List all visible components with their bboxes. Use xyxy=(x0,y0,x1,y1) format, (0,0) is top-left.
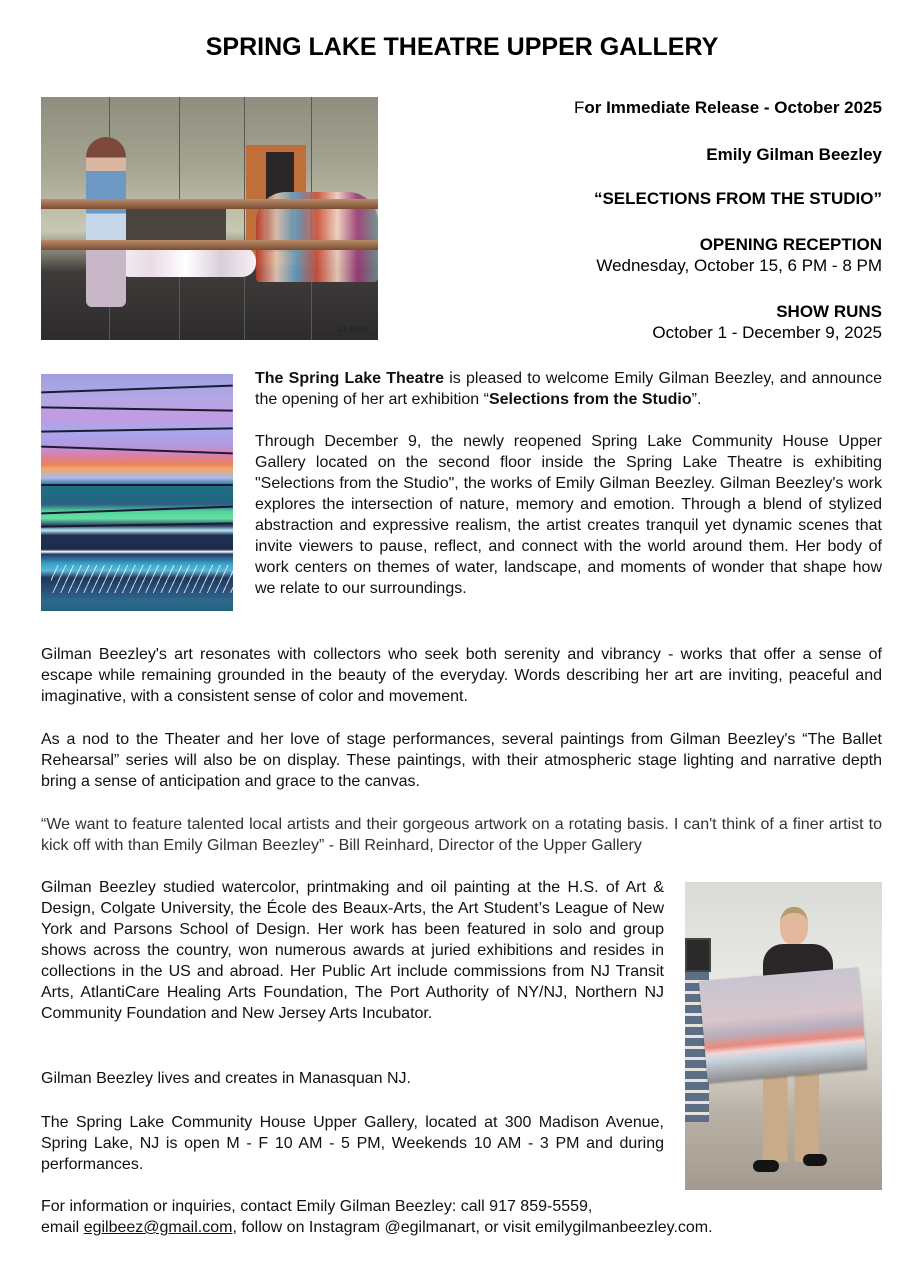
photo-artist-legs xyxy=(763,1074,819,1162)
page-title: SPRING LAKE THEATRE UPPER GALLERY xyxy=(205,33,719,61)
seascape-painting xyxy=(41,374,233,611)
residence-paragraph: Gilman Beezley lives and creates in Manasquan NJ. xyxy=(41,1070,411,1087)
painted-sea-line xyxy=(41,506,233,515)
release-prefix: F xyxy=(573,98,585,117)
intro-text-2: ”. xyxy=(691,391,702,408)
painted-ballerina xyxy=(86,137,126,307)
reception-label: OPENING RECEPTION xyxy=(699,235,882,254)
education-paragraph: Gilman Beezley studied watercolor, printmaking and oil painting at the H.S. of Art & Design, Colgate University, the École des Beaux-Arts, the Art Student’s League of New York and Parsons School of Design. Her work has been featured in solo and group shows across the country, won numerous awards at juried exhibitions and resides in collections in the US and abroad. Her Public Art include commissions from NJ Transit Arts, AtlantiCare Healing Arts Foundation, The Port Authority of NY/NJ, Northern NJ Community Foundation and New Jersey Arts Incubator. xyxy=(41,879,664,1022)
photo-artist-head xyxy=(780,907,808,945)
ballet-rehearsal-painting xyxy=(41,97,378,340)
photo-wall-frame xyxy=(685,938,711,972)
painted-cloud-line xyxy=(41,385,233,394)
reception-value: Wednesday, October 15, 6 PM - 8 PM xyxy=(596,256,882,275)
intro-bold-lead: The Spring Lake Theatre xyxy=(255,370,445,387)
mirror-seam xyxy=(244,97,245,340)
painted-cloud-line xyxy=(41,406,233,411)
release-text: or Immediate Release - October 2025 xyxy=(584,98,882,117)
intro-bold-title: Selections from the Studio xyxy=(488,391,692,408)
show-runs-label: SHOW RUNS xyxy=(776,302,882,321)
painting-signature: GILMAN xyxy=(337,325,368,334)
exhibition-title: “SELECTIONS FROM THE STUDIO” xyxy=(593,189,882,208)
contact-paragraph xyxy=(41,1196,882,1238)
through-paragraph: Through December 9, the newly reopened Spring Lake Community House Upper Gallery located on the second floor inside the Spring Lake Theatre is exhibiting "Selections from the Studio", the works of Emily Gilman Beezley. Gilman Beezley's work explores the intersection of nature, memory and emotion. Through a blend of stylized abstraction and expressive realism, the artist creates tranquil yet dynamic scenes that invite viewers to pause, reflect, and connect with the world around them. Her body of work centers on themes of water, landscape, and moments of wonder that shape how we relate to our surroundings. xyxy=(255,433,882,597)
artist-photo xyxy=(685,882,882,1190)
painted-sea-line xyxy=(41,522,233,527)
painted-cloud-line xyxy=(41,446,233,455)
photo-held-seascape-canvas xyxy=(699,967,867,1083)
ballet-series-paragraph: As a nod to the Theater and her love of stage performances, several paintings from Gilman Beezley's “The Ballet Rehearsal” series will also be on display. These paintings, with their atmospheric stage lighting and narrative depth bring a sense of anticipation and grace to the canvas. xyxy=(41,731,882,790)
location-paragraph: The Spring Lake Community House Upper Gallery, located at 300 Madison Avenue, Spring Lake, NJ is open M - F 10 AM - 5 PM, Weekends 10 AM - 3 PM and during performances. xyxy=(41,1114,664,1173)
photo-sandal xyxy=(753,1160,779,1172)
director-quote: “We want to feature talented local artists and their gorgeous artwork on a rotating basis. I can't think of a finer artist to kick off with than Emily Gilman Beezley” - Bill Reinhard, Director of the Upper Gallery xyxy=(41,816,882,854)
ballet-barre xyxy=(41,199,378,209)
artist-name: Emily Gilman Beezley xyxy=(706,145,882,164)
show-runs-value: October 1 - December 9, 2025 xyxy=(652,323,882,342)
email-link[interactable]: egilbeez@gmail.com xyxy=(83,1219,233,1236)
release-line xyxy=(574,98,882,118)
intro-paragraph xyxy=(255,368,882,410)
ballet-barre xyxy=(41,240,378,250)
photo-sandal xyxy=(803,1154,827,1166)
contact-line-1: For information or inquiries, contact Emily Gilman Beezley: call 917 859-5559, xyxy=(41,1198,593,1215)
resonates-paragraph: Gilman Beezley's art resonates with collectors who seek both serenity and vibrancy - works that offer a sense of escape while remaining grounded in the beauty of the everyday. Words describing her art are inviting, peaceful and imaginative, with a consistent sense of color and movement. xyxy=(41,646,882,705)
painted-cloud-line xyxy=(41,427,233,432)
contact-line-2: , follow on Instagram @egilmanart, or visit emilygilmanbeezley.com. xyxy=(232,1219,713,1236)
painted-wave-foam xyxy=(51,565,233,593)
painted-horizon-line xyxy=(41,484,233,486)
painted-seated-dancers xyxy=(116,247,256,277)
contact-email-prefix: email xyxy=(41,1219,84,1236)
intro-text-1: is pleased to welcome Emily Gilman Beezley, and announce the opening of her art exhibition “ xyxy=(255,370,882,408)
